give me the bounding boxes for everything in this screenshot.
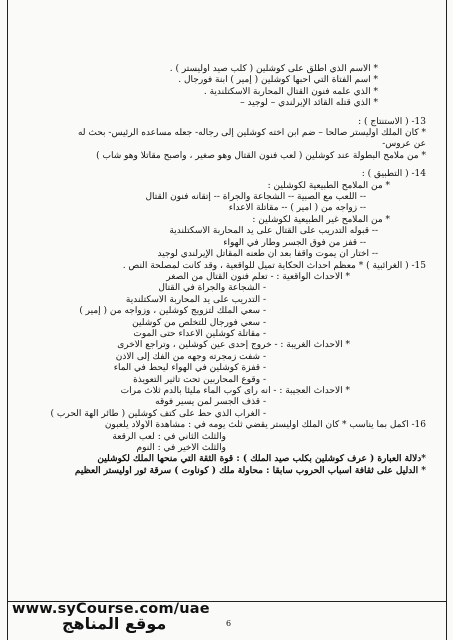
text-line: والثلث الأخير في : النوم (136, 443, 226, 453)
text-line: -- زواجه من ( أمير ) -- مقاتلة الأعداء (228, 203, 366, 214)
text-line: - وقوع المحاربين تحت تأثير التعويذة (133, 374, 266, 385)
text-line: * الدليل على ثقافة أسباب الحروب سابقا : محاولة ملك ( كوناوت ) سرقة ثور أوليستر العظيم (74, 465, 426, 476)
text-line: عن عروس- (382, 139, 426, 150)
text-line: * الذي علمه فنون القتال المحاربة الأسكتلندية . (203, 86, 378, 97)
text-line: - قفزة كوشلين في الهواء ليحط في الماء (113, 363, 266, 374)
text-line: - شفت زمجرته وجهه من الفك إلى الأذن (115, 351, 266, 362)
text-line: -- اختار أن يموت واقفا بعد أن طعنه المقاتل الإيرلندي لوجيد (157, 249, 378, 260)
text-line: * اسم الفتاة التي أحبها كوشلين ( إمير ) ابنة فورجال . (178, 75, 378, 86)
footer-url[interactable]: www.syCourse.com/uae (12, 601, 210, 617)
text-line: -- قفز من فوق الجسر وطار في الهواء (223, 237, 366, 248)
text-line: - سعي فورجال للتخلص من كوشلين (132, 317, 266, 328)
text-line: -- اللعب مع الصبية -- الشجاعة والجرأة -- إتقانه فنون القتال (145, 192, 366, 203)
document-body (18, 64, 426, 604)
text-line: - الغراب الذي حط على كتف كوشلين ( طائر آلهة الحرب ) (50, 408, 266, 419)
text-line: * من ملامح البطولة عند كوشلين ( لعب فنون القتال وهو صغير ، وأصبح مقاتلا وهو شاب ) (96, 150, 426, 161)
text-line: - الشجاعة والجرأة في القتال (158, 283, 266, 294)
text-line: * الذي قتله القائد الإيرلندي – لوجيد – (240, 98, 378, 109)
text-line: * الاسم الذي أطلق على كوشلين ( كلب صيد أوليستر ) . (169, 64, 378, 74)
section-heading: 15- ( الغرائبية ) * معظم أحداث الحكاية تميل للواقعية ، وقد كانت لمصلحة النص . (122, 260, 426, 271)
text-line: * كان الملك أوليستر صالحا – ضم ابن أخته كوشلين إلى رجاله- جعله مساعده الرئيس- بحث له (77, 128, 426, 139)
text-line: * من الملامح الطبيعية لكوشلين : (267, 180, 390, 191)
footer-site-name: موقع المناهج (62, 614, 167, 633)
page-number: 6 (226, 619, 232, 628)
section-heading: 16- أكمل بما يناسب * كان الملك أوليستر يقضي ثلث يومه في : مشاهدة الأولاد يلعبون (104, 420, 426, 431)
section-heading: 13- ( الاستنتاج ) : (358, 116, 426, 127)
text-line: * من الملامح غير الطبيعية لكوشلين : (252, 214, 390, 225)
text-line: * الأحداث الغريبة : - خروج إحدى عين كوشلين ، وتراجع الأخرى (117, 340, 350, 351)
text-line: * الأحداث الواقعية : - تعلم فنون القتال من الصغر (166, 271, 350, 282)
text-line: -- قبوله التدريب على القتال على يد المحاربة الأسكتلندية (169, 226, 378, 237)
section-heading: 14- ( التطبيق ) : (361, 169, 426, 180)
text-line: - سعي الملك لتزويج كوشلين ، وزواجه من ( إمير ) (79, 306, 266, 317)
text-line: - قذف الجسر لمن يسير فوقه (155, 397, 266, 408)
text-line: - التدريب على يد المحاربة الأسكتلندية (125, 294, 266, 305)
text-line: *دلالة العبارة ( عرف كوشلين بكلب صيد الملك ) : قوة الثقة التي منحها الملك لكوشلين (97, 454, 426, 465)
text-line: - مقاتلة كوشلين الأعداء حتى الموت (133, 328, 266, 339)
text-line: والثلث الثاني في : لعب الرقعة (112, 431, 226, 442)
text-line: * الأحداث العجيبة : - أنه رأى كوب الماء مليئا بالدم ثلاث مرات (120, 385, 350, 396)
